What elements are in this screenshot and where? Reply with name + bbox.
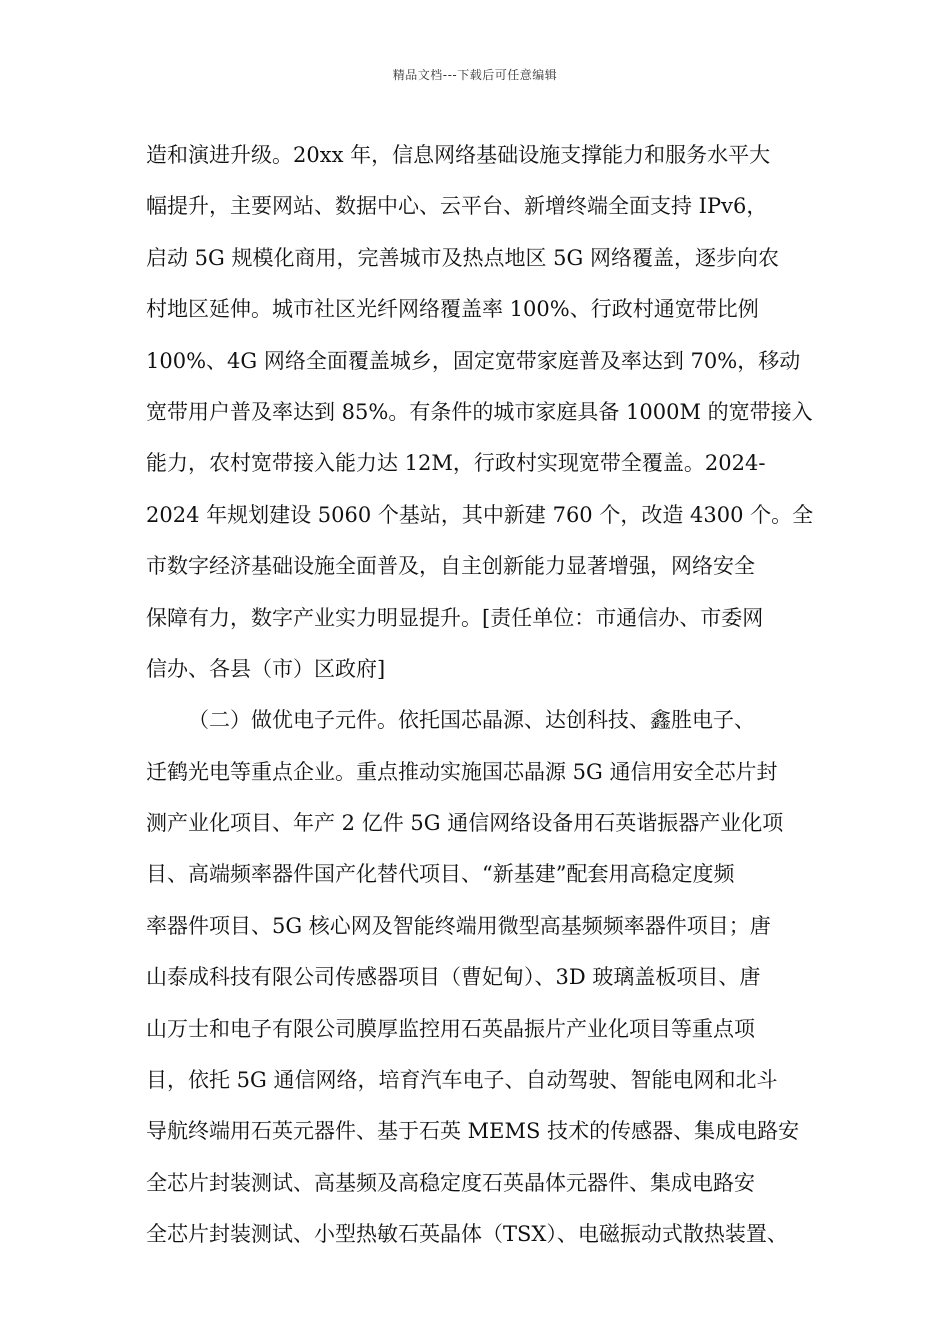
body-line: 目，依托 5G 通信网络，培育汽车电子、自动驾驶、智能电网和北斗 (146, 1068, 778, 1093)
body-line: 宽带用户普及率达到 85%。有条件的城市家庭具备 1000M 的宽带接入 (146, 399, 813, 424)
body-line: 导航终端用石英元器件、基于石英 MEMS 技术的传感器、集成电路安 (146, 1119, 800, 1144)
body-line: 全芯片封装测试、小型热敏石英晶体（TSX）、电磁振动式散热装置、 (146, 1222, 788, 1247)
body-line: 村地区延伸。城市社区光纤网络覆盖率 100%、行政村通宽带比例 (146, 297, 759, 322)
body-line: 信办、各县（市）区政府] (146, 656, 386, 681)
body-line: 能力，农村宽带接入能力达 12M，行政村实现宽带全覆盖。2024- (146, 451, 766, 476)
body-line: 市数字经济基础设施全面普及，自主创新能力显著增强，网络安全 (146, 554, 755, 579)
body-line: 山泰成科技有限公司传感器项目（曹妃甸）、3D 玻璃盖板项目、唐 (146, 965, 761, 990)
page-header: 精品文档---下载后可任意编辑 (392, 68, 558, 82)
document-body (146, 130, 826, 1261)
body-line: 100%、4G 网络全面覆盖城乡，固定宽带家庭普及率达到 70%，移动 (146, 348, 801, 373)
body-line: 测产业化项目、年产 2 亿件 5G 通信网络设备用石英谐振器产业化项 (146, 811, 784, 836)
section-heading-line: （二）做优电子元件。依托国芯晶源、达创科技、鑫胜电子、 (188, 708, 755, 733)
body-line: 全芯片封装测试、高基频及高稳定度石英晶体元器件、集成电路安 (146, 1170, 755, 1195)
body-line: 造和演进升级。20xx 年，信息网络基础设施支撑能力和服务水平大 (146, 143, 771, 167)
body-line: 迁鹤光电等重点企业。重点推动实施国芯晶源 5G 通信用安全芯片封 (146, 759, 778, 784)
body-line: 启动 5G 规模化商用，完善城市及热点地区 5G 网络覆盖，逐步向农 (146, 245, 779, 270)
body-line: 目、高端频率器件国产化替代项目、“新基建”配套用高稳定度频 (146, 862, 735, 887)
body-line: 保障有力，数字产业实力明显提升。[责任单位：市通信办、市委网 (146, 605, 764, 630)
body-line: 2024 年规划建设 5060 个基站，其中新建 760 个，改造 4300 个。全 (146, 502, 814, 527)
body-line: 山万士和电子有限公司膜厚监控用石英晶振片产业化项目等重点项 (146, 1016, 755, 1041)
body-line: 幅提升，主要网站、数据中心、云平台、新增终端全面支持 IPv6， (146, 194, 768, 219)
body-line: 率器件项目、5G 核心网及智能终端用微型高基频频率器件项目；唐 (146, 913, 771, 938)
